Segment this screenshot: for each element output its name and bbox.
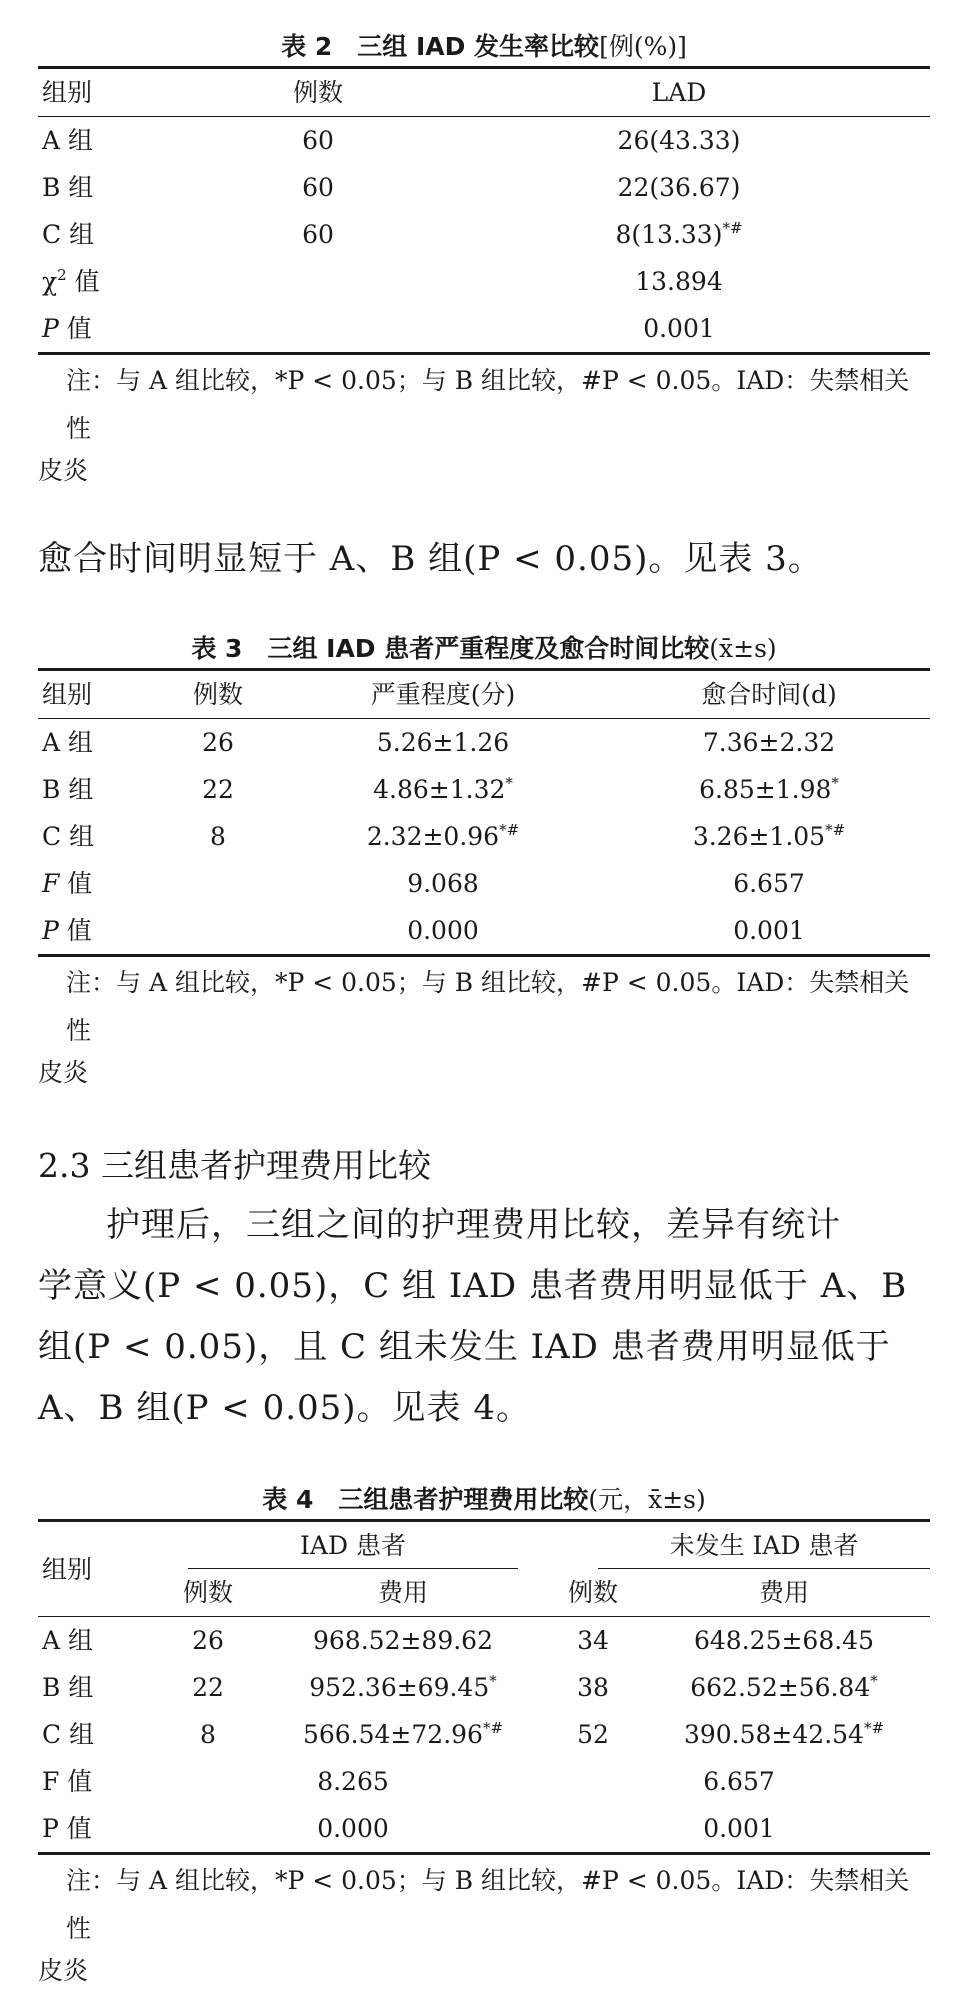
table-row: A 组 60 26(43.33): [42, 126, 741, 155]
table-row: C 组 60 8(13.33)*#: [42, 219, 743, 249]
table4-sub-c1: 费用: [258, 1569, 548, 1617]
table-row: B 组 60 22(36.67): [42, 173, 741, 202]
table3-p-row: P 值 0.000 0.001: [38, 907, 930, 956]
table4-p-row: P 值 0.000 0.001: [38, 1805, 930, 1854]
table-row: A 组 26 968.52±89.62 34 648.25±68.45: [42, 1626, 874, 1655]
table4-note-cont: 皮炎: [38, 1956, 89, 1985]
table2-header-row: [38, 68, 930, 117]
table-row: C 组 8 2.32±0.96*# 3.26±1.05*#: [42, 821, 846, 851]
table2-caption: 表 2 三组 IAD 发生率比较[例(%)]: [281, 32, 687, 61]
section-heading: 2.3 三组患者护理费用比较: [38, 1146, 431, 1185]
table-row: B 组 22 952.36±69.45* 38 662.52±56.84*: [42, 1672, 878, 1702]
table4-header-iad: IAD 患者: [188, 1524, 518, 1569]
table2-chi-row: $\chi^2$ 值 13.894: [42, 266, 723, 296]
table3-header-healing: 愈合时间(d): [608, 670, 930, 719]
table3-f-row: F 值 9.068 6.657: [42, 869, 805, 898]
article-page: [38, 0, 930, 1995]
table4-header-non-iad: 未发生 IAD 患者: [598, 1524, 930, 1569]
body-paragraph-1: 愈合时间明显短于 A、B 组(P < 0.05)。见表 3。: [38, 539, 823, 579]
table4-f-row: F 值 8.265 6.657: [42, 1767, 775, 1796]
table4-caption: 表 4 三组患者护理费用比较(元，x̄±s): [262, 1485, 706, 1514]
table4: [38, 1519, 930, 1855]
table3-header-n: 例数: [158, 670, 278, 719]
table3-note: 注：与 A 组比较，*P < 0.05；与 B 组比较，#P < 0.05。IAD：失禁相关性: [66, 968, 910, 1045]
table2-header-n: 例数: [208, 68, 428, 117]
table4-header-row-1: [38, 1521, 930, 1570]
table-row: A 组 26 5.26±1.26 7.36±2.32: [42, 728, 836, 757]
table3-header-severity: 严重程度(分): [278, 670, 608, 719]
table4-header-row-2: [38, 1569, 930, 1617]
body-paragraph-2-line3: 组(P < 0.05)，且 C 组未发生 IAD 患者费用明显低于: [38, 1327, 891, 1367]
table3: [38, 668, 930, 957]
body-paragraph-2-line4: A、B 组(P < 0.05)。见表 4。: [38, 1388, 531, 1428]
table2: [38, 66, 930, 355]
table2-p-row: P 值 0.001: [38, 305, 930, 354]
table2-note: 注：与 A 组比较，*P < 0.05；与 B 组比较，#P < 0.05。IAD：失禁相关性: [66, 366, 910, 443]
table4-sub-c2: 费用: [638, 1569, 930, 1617]
table3-header-group: 组别: [38, 670, 158, 719]
table4-note: 注：与 A 组比较，*P < 0.05；与 B 组比较，#P < 0.05。IAD：失禁相关性: [66, 1866, 910, 1943]
table-row: B 组 22 4.86±1.32* 6.85±1.98*: [42, 774, 839, 804]
table2-header-group: 组别: [38, 68, 208, 117]
table3-caption: 表 3 三组 IAD 患者严重程度及愈合时间比较(x̄±s): [191, 634, 777, 663]
table2-note-cont: 皮炎: [38, 456, 89, 485]
table3-header-row: [38, 670, 930, 719]
table4-sub-n2: 例数: [548, 1569, 638, 1617]
body-paragraph-2-line1: 护理后，三组之间的护理费用比较，差异有统计: [106, 1205, 841, 1245]
table4-sub-n1: 例数: [158, 1569, 258, 1617]
body-paragraph-2-line2: 学意义(P < 0.05)，C 组 IAD 患者费用明显低于 A、B: [38, 1266, 908, 1306]
table-row: C 组 8 566.54±72.96*# 52 390.58±42.54*#: [42, 1719, 885, 1749]
table4-header-group: 组别: [38, 1521, 158, 1617]
table2-header-lad: LAD: [428, 68, 930, 117]
table3-note-cont: 皮炎: [38, 1058, 89, 1087]
